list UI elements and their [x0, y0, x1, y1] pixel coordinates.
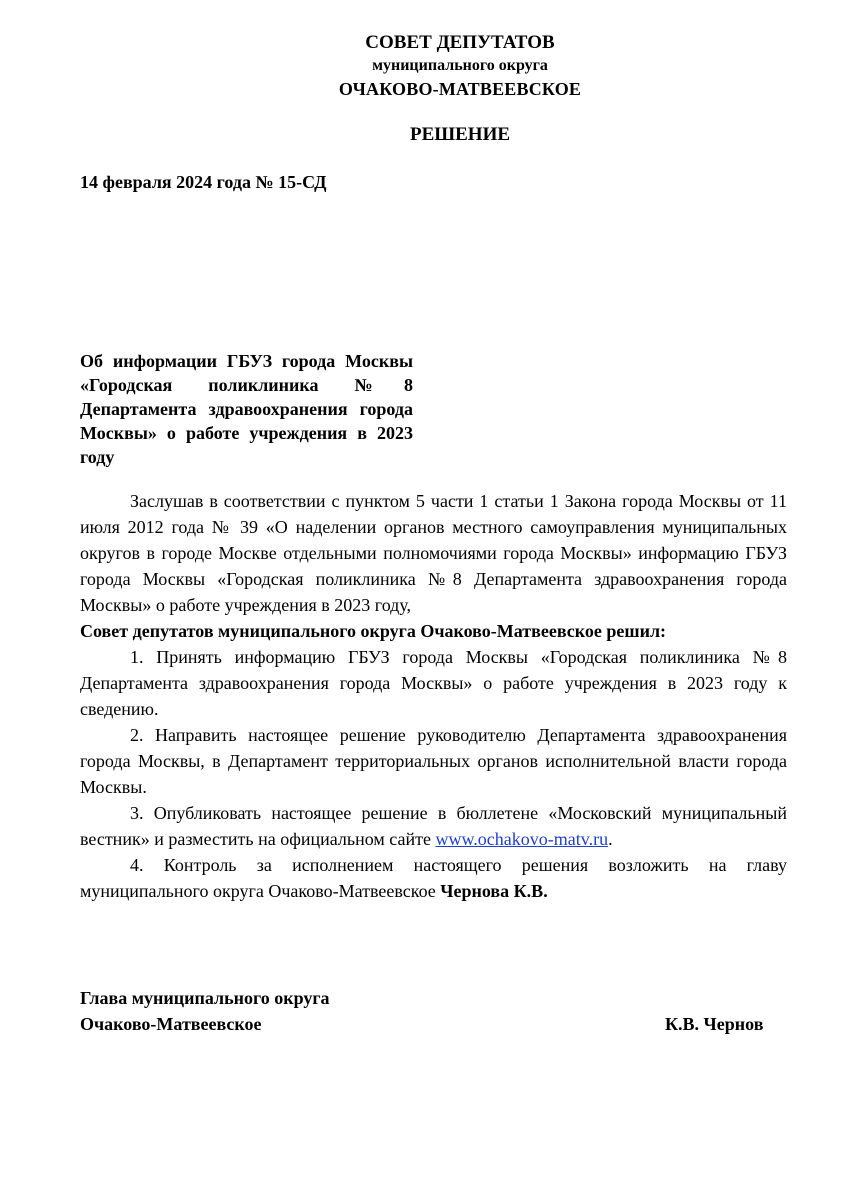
decision-subject: Об информации ГБУЗ города Москвы «Городская поликлиника №8 Департамента здравоохранения города Москвы» о работе учреждения в 2023 году — [80, 351, 413, 467]
item-4-name: Чернова К.В. — [440, 881, 548, 901]
council-title: СОВЕТ ДЕПУТАТОВ — [365, 32, 555, 53]
item-3-end: . — [608, 829, 613, 849]
signature-title-line2: Очаково-Матвеевское — [80, 1014, 262, 1034]
item-3-text: 3. Опубликовать настоящее решение в бюллетене «Московский муниципальный вестник» и разместить на официальном сайте — [80, 803, 787, 849]
resolution-line: Совет депутатов муниципального округа Очаково-Матвеевское решил: — [80, 621, 667, 641]
decision-date: 14 февраля 2024 года № 15-СД — [80, 172, 327, 192]
decision-heading: РЕШЕНИЕ — [409, 124, 511, 145]
item-1: 1. Принять информацию ГБУЗ города Москвы «Городская поликлиника №8 Департамента здравоохранения города Москвы» о работе учреждения в 2023 году к сведению. — [80, 647, 787, 719]
district-title: ОЧАКОВО-МАТВЕЕВСКОЕ — [338, 79, 582, 99]
municipal-subtitle: муниципального округа — [372, 57, 548, 74]
item-3 — [80, 800, 787, 852]
item-2: 2. Направить настоящее решение руководителю Департамента здравоохранения города Москвы, в Департамент территориальных органов исполнительной власти города Москвы. — [80, 725, 787, 797]
preamble-paragraph: Заслушав в соответствии с пунктом 5 части 1 статьи 1 Закона города Москвы от 11 июля 2012 года № 39 «О наделении органов местного самоуправления муниципальных округов в городе Москве отдельными полномочиями города Москвы» информацию ГБУЗ города Москвы «Городская поликлиника №8 Департамента здравоохранения города Москвы» о работе учреждения в 2023 году, — [80, 491, 787, 615]
signature-title-line1: Глава муниципального округа — [80, 988, 330, 1008]
item-4 — [80, 852, 787, 904]
website-link[interactable]: www.ochakovo-matv.ru — [435, 829, 609, 849]
item-4-text: 4. Контроль за исполнением настоящего решения возложить на главу муниципального округа Очаково-Матвеевское — [80, 855, 787, 901]
decision-body — [80, 488, 787, 904]
signature-name: К.В. Чернов — [665, 1014, 764, 1034]
